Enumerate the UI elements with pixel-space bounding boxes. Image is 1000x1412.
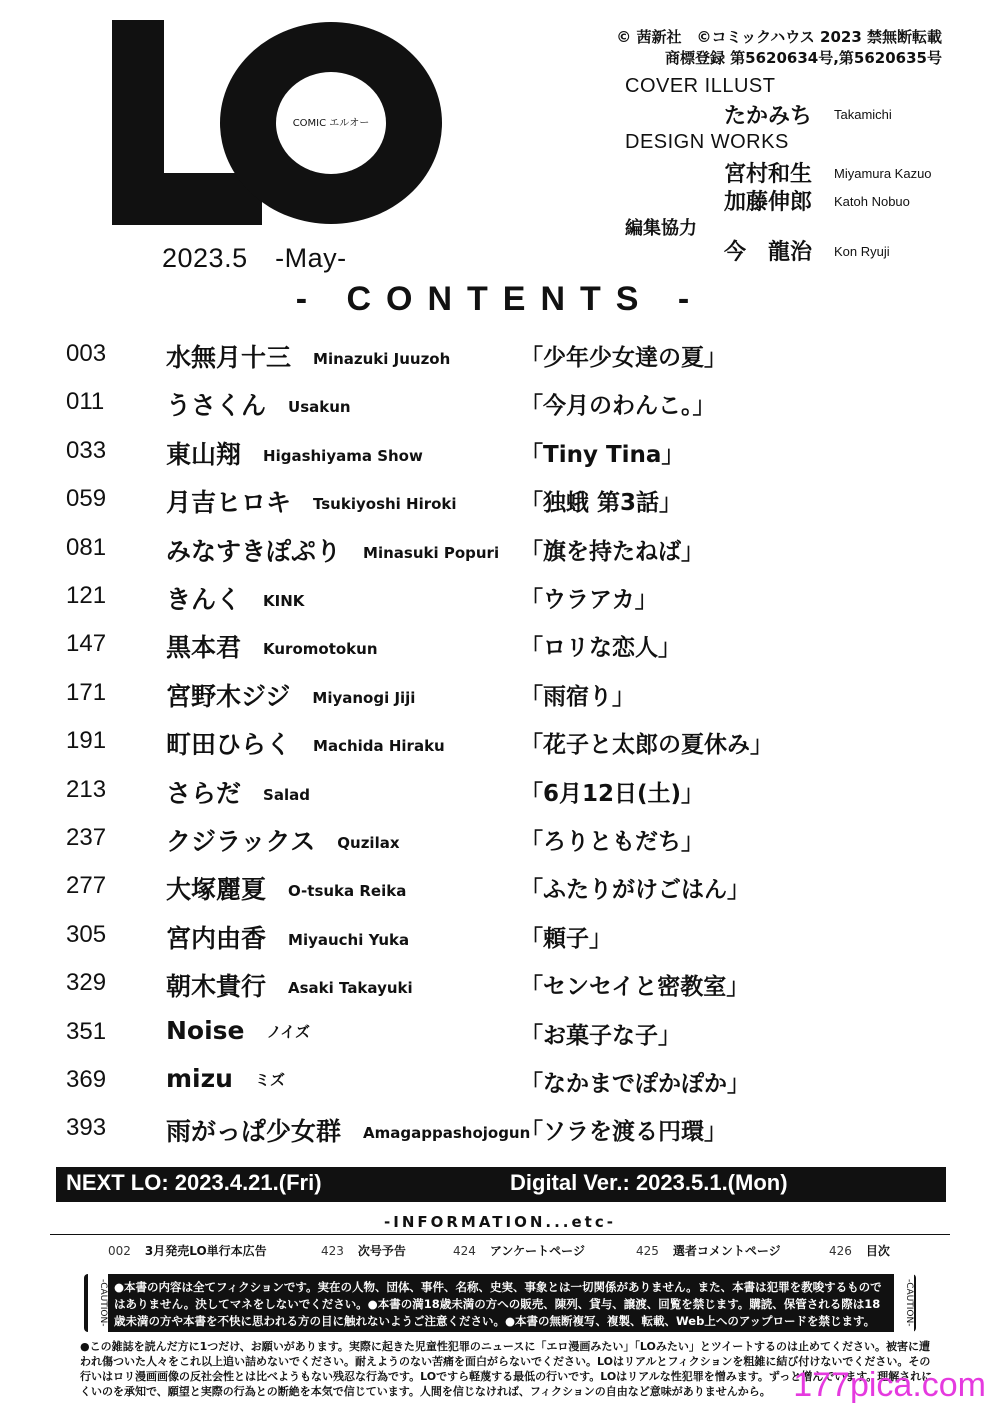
information-label: 次号予告 (357, 1244, 406, 1258)
information-item (108, 1242, 267, 1259)
toc-row (0, 727, 1000, 775)
information-label: 目次 (865, 1244, 890, 1258)
toc-author-en: Miyauchi Yuka (288, 930, 410, 949)
caution-text: ●本書の内容は全てフィクションです。実在の人物、団体、事件、名称、史実、事象とは一切関係がありません。また、本書は犯罪を教唆するものではありません。決してマネをしないでください。●本書の満18歳未満の方への販売、陳列、貸与、譲渡、回覧を禁じます。購読、保管される際は18歳未満の方や本書を不快に思われる方の目に触れないようご注意ください。●本書の無断複写、複製、転載、Web上へのアップロードを禁じます。 (114, 1280, 882, 1328)
toc-author-jp: 宮野木ジジ (166, 681, 291, 711)
toc-author-en: ミズ (254, 1071, 285, 1089)
editor-en: Kon Ryuji (834, 244, 890, 259)
toc-author-en: Tsukiyoshi Hiroki (313, 495, 457, 514)
information-item (321, 1242, 406, 1259)
toc-author-en: Amagappashojogun (363, 1124, 531, 1143)
toc-story-title: 「ろりともだち」 (520, 829, 704, 855)
toc-page-number: 237 (66, 824, 107, 851)
toc-page-number: 121 (66, 582, 107, 609)
toc-story-title: 「今月のわんこ。」 (520, 393, 716, 420)
toc-author-en: Kuromotokun (263, 640, 378, 659)
toc-page-number: 003 (66, 340, 107, 367)
design-works-heading: DESIGN WORKS (625, 131, 789, 153)
toc-row (0, 1114, 1000, 1162)
next-issue-bar (56, 1167, 946, 1202)
logo-subtitle: COMIC エルオー (292, 118, 370, 129)
toc-author-en: Asaki Takayuki (288, 979, 413, 998)
toc-story-title: 「雨宿り」 (520, 683, 635, 710)
information-label: 3月発売LO単行本広告 (144, 1244, 267, 1258)
toc-page-number: 329 (66, 969, 107, 997)
information-item (829, 1242, 890, 1259)
information-page: 002 (108, 1244, 131, 1258)
information-page: 423 (321, 1244, 344, 1258)
toc-row (0, 679, 1000, 727)
toc-author (166, 870, 406, 906)
caution-label-right: -CAUTION- (894, 1274, 914, 1332)
toc-author-en: Minazuki Juuzoh (313, 350, 451, 368)
toc-author-en: Minasuki Popuri (363, 543, 500, 562)
toc-author (166, 774, 310, 810)
information-item (453, 1242, 585, 1259)
toc-author (166, 483, 457, 519)
toc-author (166, 967, 413, 1003)
cover-illust-heading: COVER ILLUST (625, 75, 776, 97)
toc-author-jp: さらだ (166, 778, 242, 808)
toc-row (0, 824, 1000, 872)
toc-row (0, 485, 1000, 533)
toc-author-jp: 黒本君 (166, 633, 242, 663)
toc-page-number: 171 (66, 678, 107, 706)
reader-request-note: ●この雑誌を読んだ方に1つだけ、お願いがあります。実際に起きた児童性犯罪のニュースに「エロ漫画みたい」「LOみたい」とツイートするのは止めてください。被害に遭われ傷ついた人々をこれ以上追い詰めないでください。耐えようのない苦痛を面白がらないでください。LOはリアルとフィクションを粗雑に結び付けないでください。その行いはロリ漫画画像の反社会性とは比べようもない残忍な行為です。LOですら軽蔑する最低の行いです。LOはリアルな性犯罪を憎みます。ずっと憎んでいます。理解されにくいのを承知で、願望と実際の行為との断絶を本気で信じています。人間を信じなければ、フィクションの自由など意味がありませんから。 (80, 1340, 933, 1398)
information-page: 426 (829, 1244, 852, 1258)
information-label: 選者コメントページ (672, 1244, 781, 1258)
designer-2-en: Katoh Nobuo (834, 194, 910, 209)
cover-artist: たかみち (724, 104, 813, 129)
toc-story-title: 「Tiny Tina」 (520, 441, 685, 468)
caution-label-left: -CAUTION- (88, 1274, 108, 1332)
toc-page-number: 351 (66, 1017, 107, 1045)
toc-author-en: Quzilax (337, 834, 400, 852)
toc-author (166, 386, 351, 422)
toc-story-title: 「なかまでぽかぽか」 (520, 1071, 750, 1097)
toc-author (166, 580, 304, 616)
toc-author-jp: みなすきぽぷり (166, 536, 342, 566)
toc-author-en: Usakun (288, 398, 351, 417)
toc-page-number: 147 (66, 630, 107, 658)
trademark-line: 商標登録 第5620634号,第5620635号 (664, 49, 942, 67)
toc-story-title: 「6月12日(土)」 (520, 780, 705, 807)
toc-author-jp: うさくん (166, 391, 267, 421)
toc-row (0, 340, 1000, 388)
toc-story-title: 「独蛾 第3話」 (520, 490, 683, 517)
toc-author-jp: クジラックス (166, 827, 316, 856)
toc-row (0, 872, 1000, 920)
toc-author-en: Miyanogi Jiji (312, 688, 416, 707)
contents-title: - CONTENTS - (295, 280, 705, 318)
toc-author-en: Higashiyama Show (263, 446, 423, 465)
toc-author-jp: 雨がっぱ少女群 (166, 1117, 342, 1147)
toc-author-en: KINK (263, 592, 305, 610)
designer-1-en: Miyamura Kazuo (834, 166, 932, 181)
toc-row (0, 388, 1000, 436)
information-divider (50, 1234, 950, 1235)
toc-row (0, 969, 1000, 1017)
watermark: 177pica.com (793, 1366, 986, 1404)
toc-author-en: Salad (263, 785, 310, 804)
toc-author-jp: きんく (166, 585, 242, 614)
toc-story-title: 「花子と太郎の夏休み」 (520, 732, 773, 759)
toc-row (0, 630, 1000, 678)
toc-author (166, 338, 450, 374)
toc-row (0, 1066, 1000, 1114)
toc-author (166, 919, 409, 955)
toc-author (166, 677, 415, 713)
toc-author (166, 532, 499, 568)
toc-author-jp: 大塚麗夏 (166, 875, 267, 905)
toc-story-title: 「お菓子な子」 (520, 1022, 681, 1049)
toc-story-title: 「旗を持たねば」 (520, 538, 704, 565)
toc-row (0, 776, 1000, 824)
toc-story-title: 「センセイと密教室」 (520, 974, 750, 1001)
toc-author-jp: mizu (166, 1064, 233, 1093)
information-item (636, 1242, 781, 1259)
information-page: 425 (636, 1244, 659, 1258)
toc-author (166, 435, 423, 471)
toc-story-title: 「頼子」 (520, 925, 612, 952)
toc-author-en: Machida Hiraku (313, 737, 445, 756)
copyright-line: © 茜新社 ©コミックハウス 2023 禁無断転載 (616, 28, 942, 46)
toc-author-jp: 東山翔 (166, 439, 242, 469)
toc-author (166, 1112, 530, 1148)
toc-row (0, 921, 1000, 969)
information-label: アンケートページ (489, 1244, 585, 1258)
toc-author (166, 822, 400, 858)
designer-2: 加藤伸郎 (724, 190, 813, 215)
toc-row (0, 1015, 1000, 1066)
editorial-heading: 編集協力 (625, 218, 697, 239)
toc-story-title: 「ウラアカ」 (520, 587, 658, 613)
toc-author (166, 628, 378, 664)
information-title: -INFORMATION...etc- (384, 1213, 616, 1231)
toc-page-number: 191 (66, 727, 107, 755)
toc-row (0, 534, 1000, 582)
toc-author-jp: Noise (166, 1015, 245, 1045)
designer-1: 宮村和生 (724, 162, 813, 187)
toc-page-number: 369 (66, 1066, 107, 1093)
toc-story-title: 「少年少女達の夏」 (520, 345, 727, 371)
toc-author-jp: 町田ひらく (166, 730, 292, 760)
toc-author-jp: 朝木貴行 (166, 972, 267, 1002)
toc-author-jp: 水無月十三 (166, 343, 292, 372)
toc-page-number: 059 (66, 485, 107, 513)
toc-page-number: 393 (66, 1114, 107, 1142)
editor: 今 龍治 (724, 240, 813, 265)
toc-author-en: O-tsuka Reika (288, 882, 407, 901)
toc-page-number: 305 (66, 920, 107, 948)
toc-page-number: 213 (66, 775, 107, 803)
information-page: 424 (453, 1244, 476, 1258)
toc-author-en: ノイズ (266, 1022, 311, 1041)
next-lo-date: NEXT LO: 2023.4.21.(Fri) (66, 1170, 322, 1195)
toc-story-title: 「ふたりがけごはん」 (520, 877, 750, 904)
toc-row (0, 582, 1000, 630)
toc-page-number: 011 (66, 388, 105, 416)
toc-author-jp: 月吉ヒロキ (166, 488, 292, 518)
toc-author-jp: 宮内由香 (166, 923, 267, 953)
toc-page-number: 033 (66, 436, 107, 464)
toc-author (166, 725, 445, 761)
toc-author (166, 1016, 310, 1045)
issue-date: 2023.5 -May- (162, 243, 347, 273)
digital-version-date: Digital Ver.: 2023.5.1.(Mon) (510, 1170, 788, 1195)
toc-author (166, 1064, 285, 1093)
toc-story-title: 「ソラを渡る円環」 (520, 1119, 727, 1146)
toc-page-number: 081 (66, 533, 107, 561)
toc-story-title: 「ロリな恋人」 (520, 635, 681, 662)
toc-row (0, 437, 1000, 485)
cover-artist-en: Takamichi (834, 107, 892, 122)
toc-page-number: 277 (66, 872, 107, 900)
